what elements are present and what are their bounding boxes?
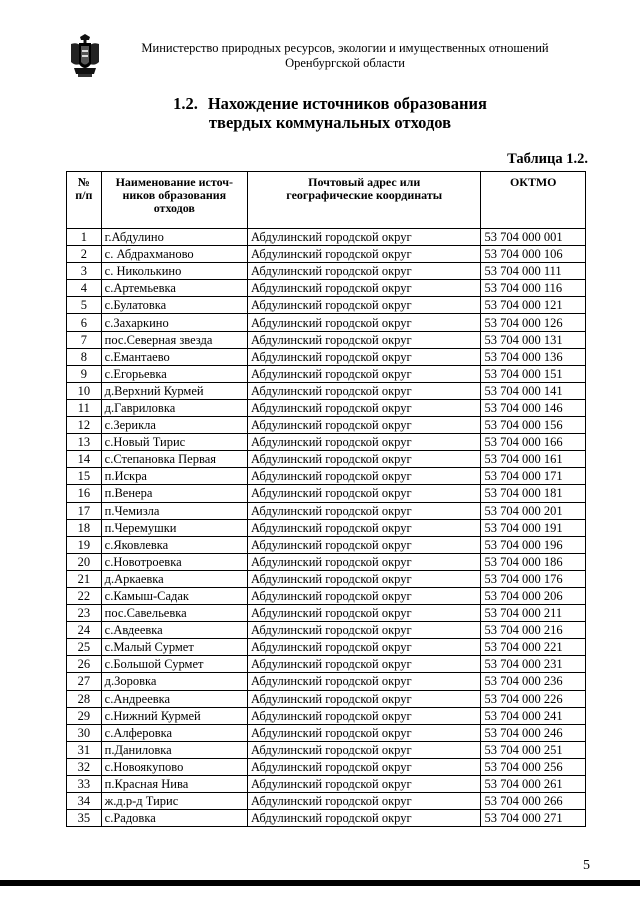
source-name: с.Егорьевка (101, 365, 247, 382)
postal-address: Абдулинский городской округ (247, 690, 480, 707)
table-row (67, 399, 586, 416)
postal-address: Абдулинский городской округ (247, 519, 480, 536)
oktmo-code: 53 704 000 256 (481, 758, 586, 775)
oktmo-code: 53 704 000 126 (481, 314, 586, 331)
row-number: 24 (67, 622, 102, 639)
table-row (67, 434, 586, 451)
source-name: п.Даниловка (101, 741, 247, 758)
postal-address: Абдулинский городской округ (247, 570, 480, 587)
table-row (67, 468, 586, 485)
table-row (67, 707, 586, 724)
source-name: с.Камыш-Садак (101, 587, 247, 604)
source-name: пос.Северная звезда (101, 331, 247, 348)
table-row (67, 690, 586, 707)
postal-address: Абдулинский городской округ (247, 246, 480, 263)
oktmo-code: 53 704 000 261 (481, 776, 586, 793)
postal-address: Абдулинский городской округ (247, 331, 480, 348)
table-row (67, 587, 586, 604)
header-oktmo: ОКТМО (481, 172, 586, 229)
oktmo-code: 53 704 000 151 (481, 365, 586, 382)
ministry-name: Министерство природных ресурсов, экологии и имущественных отношений (141, 41, 549, 55)
source-name: п.Искра (101, 468, 247, 485)
postal-address: Абдулинский городской округ (247, 656, 480, 673)
row-number: 6 (67, 314, 102, 331)
header-num: № п/п (67, 172, 102, 229)
postal-address: Абдулинский городской округ (247, 741, 480, 758)
source-name: с.Авдеевка (101, 622, 247, 639)
row-number: 4 (67, 280, 102, 297)
source-name: с.Булатовка (101, 297, 247, 314)
oktmo-code: 53 704 000 131 (481, 331, 586, 348)
postal-address: Абдулинский городской округ (247, 468, 480, 485)
postal-address: Абдулинский городской округ (247, 776, 480, 793)
ministry-header (110, 41, 580, 71)
oktmo-code: 53 704 000 201 (481, 502, 586, 519)
source-name: д.Верхний Курмей (101, 382, 247, 399)
row-number: 12 (67, 417, 102, 434)
region-name: Оренбургской области (285, 56, 405, 70)
oktmo-code: 53 704 000 216 (481, 622, 586, 639)
postal-address: Абдулинский городской округ (247, 451, 480, 468)
oktmo-code: 53 704 000 116 (481, 280, 586, 297)
row-number: 25 (67, 639, 102, 656)
row-number: 7 (67, 331, 102, 348)
oktmo-code: 53 704 000 191 (481, 519, 586, 536)
source-name: п.Чемизла (101, 502, 247, 519)
postal-address: Абдулинский городской округ (247, 314, 480, 331)
oktmo-code: 53 704 000 181 (481, 485, 586, 502)
postal-address: Абдулинский городской округ (247, 502, 480, 519)
table-row (67, 536, 586, 553)
table-row (67, 382, 586, 399)
page-number: 5 (583, 858, 590, 873)
coat-of-arms-icon (68, 34, 102, 78)
table-row (67, 639, 586, 656)
oktmo-code: 53 704 000 196 (481, 536, 586, 553)
row-number: 32 (67, 758, 102, 775)
source-name: ж.д.р-д Тирис (101, 793, 247, 810)
table-row (67, 502, 586, 519)
source-name: п.Венера (101, 485, 247, 502)
source-name: д.Зоровка (101, 673, 247, 690)
source-name: п.Красная Нива (101, 776, 247, 793)
table-row (67, 297, 586, 314)
row-number: 11 (67, 399, 102, 416)
table-row (67, 758, 586, 775)
row-number: 21 (67, 570, 102, 587)
oktmo-code: 53 704 000 141 (481, 382, 586, 399)
source-name: с.Большой Сурмет (101, 656, 247, 673)
table-row (67, 229, 586, 246)
table-row (67, 673, 586, 690)
oktmo-code: 53 704 000 211 (481, 605, 586, 622)
row-number: 28 (67, 690, 102, 707)
source-name: с.Новый Тирис (101, 434, 247, 451)
postal-address: Абдулинский городской округ (247, 707, 480, 724)
row-number: 18 (67, 519, 102, 536)
table-row (67, 622, 586, 639)
header-name: Наименование источ-ников образования отходов (101, 172, 247, 229)
table-row (67, 417, 586, 434)
table-row (67, 451, 586, 468)
oktmo-code: 53 704 000 176 (481, 570, 586, 587)
row-number: 20 (67, 553, 102, 570)
postal-address: Абдулинский городской округ (247, 605, 480, 622)
oktmo-code: 53 704 000 156 (481, 417, 586, 434)
postal-address: Абдулинский городской округ (247, 673, 480, 690)
source-name: с.Новотроевка (101, 553, 247, 570)
postal-address: Абдулинский городской округ (247, 793, 480, 810)
section-title-line2: твердых коммунальных отходов (208, 113, 452, 132)
table-row (67, 314, 586, 331)
row-number: 2 (67, 246, 102, 263)
oktmo-code: 53 704 000 206 (481, 587, 586, 604)
row-number: 14 (67, 451, 102, 468)
section-title-line1: Нахождение источников образования (207, 94, 487, 113)
oktmo-code: 53 704 000 246 (481, 724, 586, 741)
source-name: с.Зерикла (101, 417, 247, 434)
source-name: с.Захаркино (101, 314, 247, 331)
source-name: с.Емантаево (101, 348, 247, 365)
source-name: г.Абдулино (101, 229, 247, 246)
row-number: 8 (67, 348, 102, 365)
oktmo-code: 53 704 000 236 (481, 673, 586, 690)
table-row (67, 263, 586, 280)
source-name: с.Андреевка (101, 690, 247, 707)
source-name: с.Новоякупово (101, 758, 247, 775)
postal-address: Абдулинский городской округ (247, 348, 480, 365)
row-number: 31 (67, 741, 102, 758)
row-number: 19 (67, 536, 102, 553)
oktmo-code: 53 704 000 136 (481, 348, 586, 365)
postal-address: Абдулинский городской округ (247, 485, 480, 502)
postal-address: Абдулинский городской округ (247, 399, 480, 416)
table-row (67, 485, 586, 502)
source-name: с.Артемьевка (101, 280, 247, 297)
row-number: 27 (67, 673, 102, 690)
row-number: 9 (67, 365, 102, 382)
source-name: с.Нижний Курмей (101, 707, 247, 724)
oktmo-code: 53 704 000 221 (481, 639, 586, 656)
bottom-rule (0, 880, 640, 886)
oktmo-code: 53 704 000 226 (481, 690, 586, 707)
postal-address: Абдулинский городской округ (247, 639, 480, 656)
postal-address: Абдулинский городской округ (247, 229, 480, 246)
row-number: 30 (67, 724, 102, 741)
table-row (67, 793, 586, 810)
row-number: 34 (67, 793, 102, 810)
oktmo-code: 53 704 000 166 (481, 434, 586, 451)
row-number: 5 (67, 297, 102, 314)
row-number: 17 (67, 502, 102, 519)
source-name: д.Гавриловка (101, 399, 247, 416)
table-row (67, 519, 586, 536)
postal-address: Абдулинский городской округ (247, 434, 480, 451)
postal-address: Абдулинский городской округ (247, 758, 480, 775)
table-row (67, 724, 586, 741)
row-number: 15 (67, 468, 102, 485)
postal-address: Абдулинский городской округ (247, 263, 480, 280)
table-row (67, 246, 586, 263)
table-caption: Таблица 1.2. (507, 151, 588, 167)
oktmo-code: 53 704 000 161 (481, 451, 586, 468)
source-name: с. Абдрахманово (101, 246, 247, 263)
section-title (80, 94, 580, 132)
postal-address: Абдулинский городской округ (247, 622, 480, 639)
table-row (67, 741, 586, 758)
oktmo-code: 53 704 000 266 (481, 793, 586, 810)
row-number: 10 (67, 382, 102, 399)
postal-address: Абдулинский городской округ (247, 536, 480, 553)
table-row (67, 656, 586, 673)
source-name: с.Малый Сурмет (101, 639, 247, 656)
oktmo-code: 53 704 000 271 (481, 810, 586, 827)
row-number: 16 (67, 485, 102, 502)
postal-address: Абдулинский городской округ (247, 382, 480, 399)
table-row (67, 365, 586, 382)
source-name: д.Аркаевка (101, 570, 247, 587)
table-row (67, 331, 586, 348)
table-row (67, 570, 586, 587)
row-number: 35 (67, 810, 102, 827)
sources-table (66, 171, 586, 827)
postal-address: Абдулинский городской округ (247, 587, 480, 604)
oktmo-code: 53 704 000 251 (481, 741, 586, 758)
oktmo-code: 53 704 000 121 (481, 297, 586, 314)
source-name: с.Яковлевка (101, 536, 247, 553)
oktmo-code: 53 704 000 186 (481, 553, 586, 570)
header-address: Почтовый адрес или географические координаты (247, 172, 480, 229)
source-name: с.Алферовка (101, 724, 247, 741)
table-header-row (67, 172, 586, 229)
row-number: 23 (67, 605, 102, 622)
table-row (67, 810, 586, 827)
postal-address: Абдулинский городской округ (247, 417, 480, 434)
section-number: 1.2. (173, 94, 198, 113)
source-name: п.Черемушки (101, 519, 247, 536)
source-name: с.Радовка (101, 810, 247, 827)
postal-address: Абдулинский городской округ (247, 810, 480, 827)
source-name: с. Николькино (101, 263, 247, 280)
row-number: 33 (67, 776, 102, 793)
oktmo-code: 53 704 000 111 (481, 263, 586, 280)
source-name: с.Степановка Первая (101, 451, 247, 468)
table-row (67, 348, 586, 365)
postal-address: Абдулинский городской округ (247, 553, 480, 570)
oktmo-code: 53 704 000 171 (481, 468, 586, 485)
table-row (67, 280, 586, 297)
oktmo-code: 53 704 000 001 (481, 229, 586, 246)
postal-address: Абдулинский городской округ (247, 297, 480, 314)
source-name: пос.Савельевка (101, 605, 247, 622)
table-row (67, 605, 586, 622)
oktmo-code: 53 704 000 241 (481, 707, 586, 724)
row-number: 29 (67, 707, 102, 724)
row-number: 13 (67, 434, 102, 451)
postal-address: Абдулинский городской округ (247, 280, 480, 297)
row-number: 1 (67, 229, 102, 246)
row-number: 26 (67, 656, 102, 673)
table-row (67, 553, 586, 570)
row-number: 3 (67, 263, 102, 280)
oktmo-code: 53 704 000 146 (481, 399, 586, 416)
row-number: 22 (67, 587, 102, 604)
postal-address: Абдулинский городской округ (247, 724, 480, 741)
oktmo-code: 53 704 000 231 (481, 656, 586, 673)
table-row (67, 776, 586, 793)
postal-address: Абдулинский городской округ (247, 365, 480, 382)
oktmo-code: 53 704 000 106 (481, 246, 586, 263)
